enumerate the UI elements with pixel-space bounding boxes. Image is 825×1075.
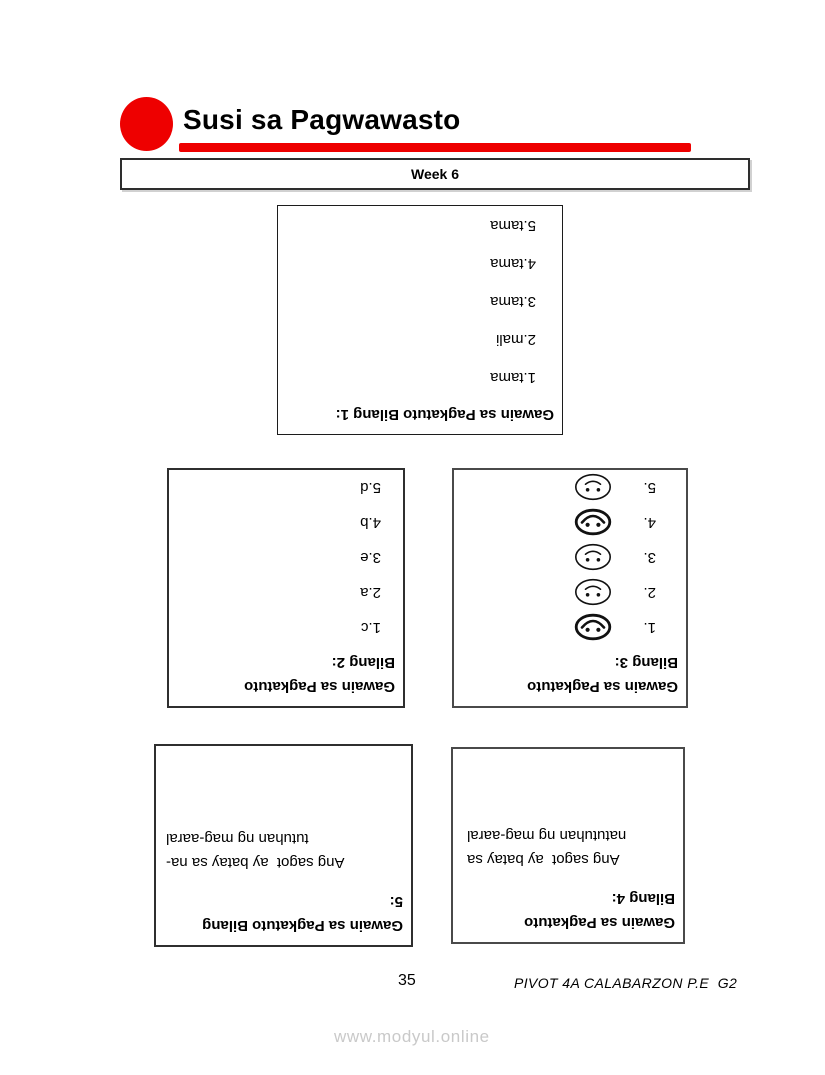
week-banner [120,158,750,190]
smiley-big-smile-icon [573,614,613,642]
answer-list [177,470,395,645]
answer-note [461,823,675,871]
answer-item [177,610,395,645]
text-line: Ang sagot ay batay sa na- [166,854,345,871]
answer-item-label: 1.tama [490,369,536,387]
text-line: tutuhan ng mag-aaral [166,830,309,847]
red-underline-bar [179,143,691,152]
text-line: Gawain sa Pagkatuto [244,678,395,695]
rotated-content-bilang-5 [156,746,411,945]
text-line: Gawain sa Pagkatuto [524,914,675,931]
answer-item [177,540,395,575]
answer-item [462,540,678,575]
answer-box-title [177,650,395,698]
answer-box-title [461,886,675,934]
smiley-big-smile-icon [573,509,613,537]
answer-note [164,826,403,874]
rotated-content-bilang-2 [169,470,403,706]
page-title: Susi sa Pagwawasto [183,104,461,135]
answer-item [462,470,678,505]
answer-item-label: 1.c [360,619,381,636]
answer-item [286,245,554,283]
answer-box-bilang-5 [154,744,413,947]
answer-item-label: 2. [643,584,656,601]
answer-item [286,321,554,359]
answer-item-label: 1. [643,619,656,636]
answer-item-label: 5.d [360,479,381,496]
text-line: Gawain sa Pagkatuto Bilang 1: [335,406,554,423]
answer-box-title [462,650,678,698]
answer-item-label: 3.e [360,549,381,566]
page-number: 35 [398,972,416,989]
answer-item-label: 3. [643,549,656,566]
answer-item-label: 4.tama [490,255,536,273]
answer-item [177,470,395,505]
answer-list [286,207,554,397]
answer-list [462,470,678,645]
answer-box-bilang-3 [452,468,688,708]
text-line: 5: [389,893,403,910]
answer-item [462,505,678,540]
answer-item [462,575,678,610]
text-line: Ang sagot ay batay sa [467,851,620,868]
answer-box-bilang-4 [451,747,685,944]
answer-box-title [164,889,403,937]
red-circle-icon [120,97,173,151]
watermark-text: www.modyul.online [334,1027,490,1046]
module-label: PIVOT 4A CALABARZON P.E G2 [514,975,738,991]
answer-item [286,207,554,245]
rotated-content-bilang-3 [454,470,686,706]
text-line: Bilang 2: [331,654,395,671]
text-line: Gawain sa Pagkatuto [527,678,678,695]
answer-box-title [286,402,554,426]
rotated-content-bilang-4 [453,749,683,942]
text-line: Bilang 3: [614,654,678,671]
answer-item-label: 2.a [360,584,381,601]
answer-item [177,575,395,610]
text-line: Gawain sa Pagkatuto Bilang [202,917,403,934]
answer-item-label: 5.tama [490,217,536,235]
answer-item-label: 4.b [360,514,381,531]
answer-item-label: 5. [643,479,656,496]
week-label: Week 6 [411,166,459,182]
smiley-slight-smile-icon [573,544,613,572]
answer-item-label: 4. [643,514,656,531]
answer-item [462,610,678,645]
rotated-content-bilang-1 [278,206,562,434]
answer-item [286,283,554,321]
answer-box-bilang-1 [277,205,563,435]
text-line: Bilang 4: [611,890,675,907]
answer-item [286,359,554,397]
answer-item-label: 3.tama [490,293,536,311]
smiley-slight-smile-icon [573,579,613,607]
answer-box-bilang-2 [167,468,405,708]
answer-item-label: 2.mali [495,331,536,349]
answer-item [177,505,395,540]
text-line: natutuhan ng mag-aaral [467,827,627,844]
smiley-slight-smile-icon [573,474,613,502]
